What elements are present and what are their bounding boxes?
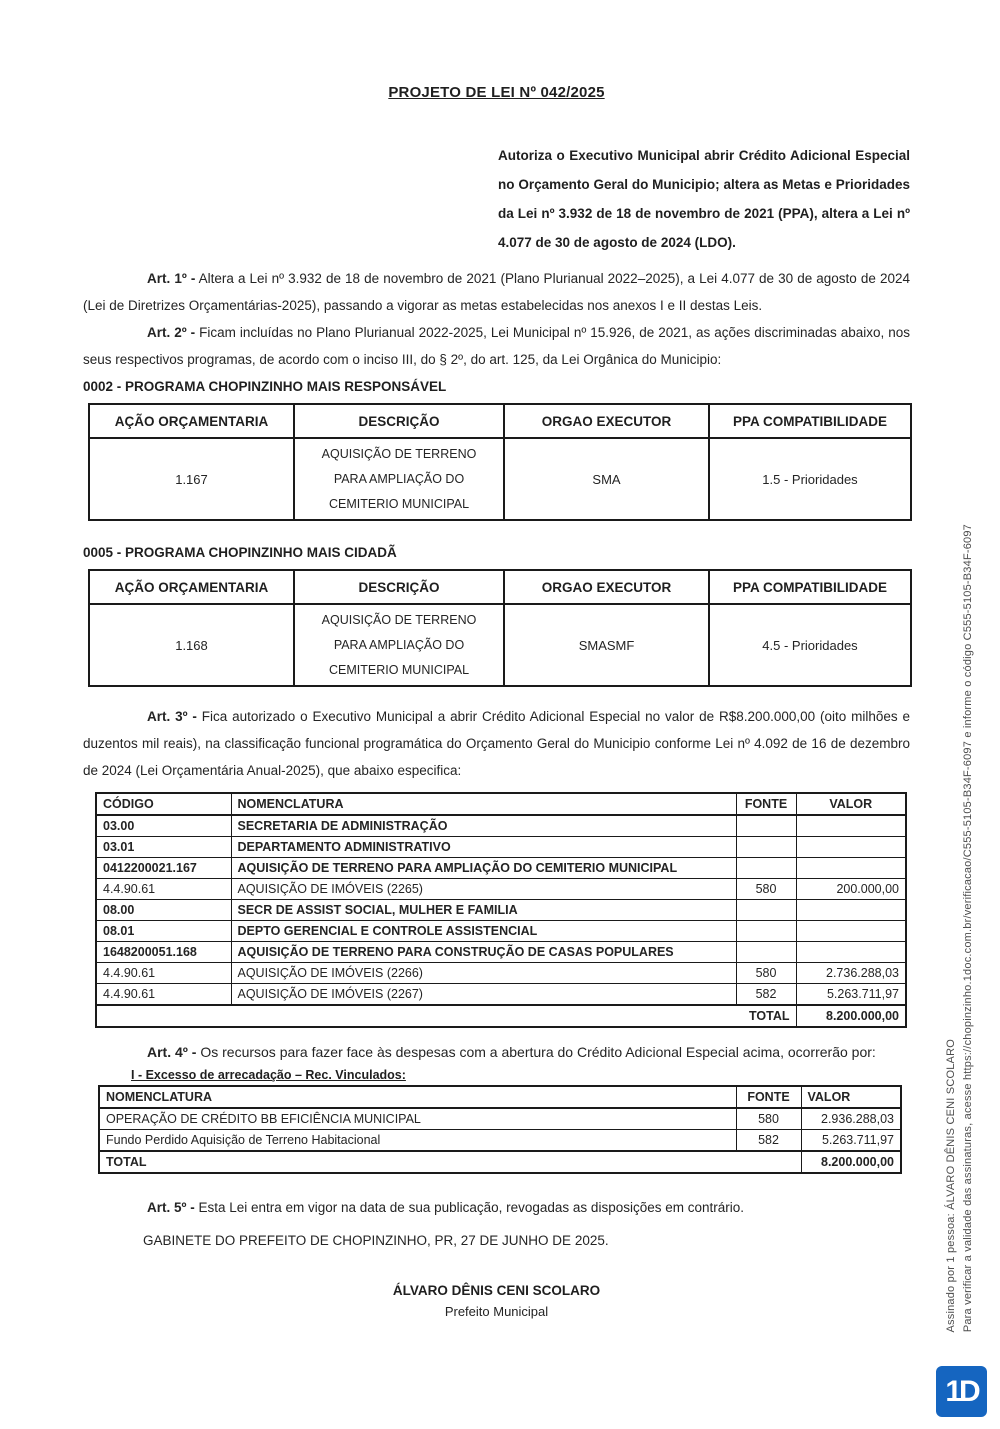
table-cell: 200.000,00 [796, 879, 906, 900]
article-3 [83, 703, 910, 784]
table-cell [796, 815, 906, 837]
table-row [96, 963, 906, 984]
document-page [83, 0, 910, 1322]
table-cell: AÇÃO ORÇAMENTARIA [89, 404, 294, 438]
table-cell: 8.200.000,00 [796, 1005, 906, 1027]
table-cell [736, 858, 796, 879]
document-title: PROJETO DE LEI Nº 042/2025 [388, 84, 605, 101]
table-cell: PPA COMPATIBILIDADE [709, 570, 911, 604]
table-cell: 582 [736, 984, 796, 1006]
table-cell: 2.736.288,03 [796, 963, 906, 984]
table-row [96, 1005, 906, 1027]
table-row [89, 604, 911, 686]
table-cell [736, 900, 796, 921]
table-cell: DESCRIÇÃO [294, 404, 504, 438]
article-5-label: Art. 5º - [147, 1200, 195, 1215]
table-cell: 5.263.711,97 [796, 984, 906, 1006]
table-cell [796, 858, 906, 879]
table-cell: 08.01 [96, 921, 231, 942]
table-cell: 580 [736, 963, 796, 984]
article-2-text: Ficam incluídas no Plano Plurianual 2022-2025, Lei Municipal nº 15.926, de 2021, as ações discriminadas abaixo, nos seus respectivos programas, de acordo com o inciso III, do § 2º, do art. 125, da Lei Orgânica do Municipio: [83, 325, 911, 367]
table-cell: SMASMF [504, 604, 709, 686]
table-cell: 03.00 [96, 815, 231, 837]
table-cell: AÇÃO ORÇAMENTARIA [89, 570, 294, 604]
table-cell: VALOR [796, 793, 906, 815]
table-cell: 1.5 - Prioridades [709, 438, 911, 520]
table-cell: TOTAL [96, 1005, 796, 1027]
table-row [96, 942, 906, 963]
table-cell: 1648200051.168 [96, 942, 231, 963]
table-row [96, 837, 906, 858]
table-cell: PPA COMPATIBILIDADE [709, 404, 911, 438]
signature-name: ÁLVARO DÊNIS CENI SCOLARO [392, 1283, 601, 1298]
table-row [96, 900, 906, 921]
table-cell: OPERAÇÃO DE CRÉDITO BB EFICIÊNCIA MUNICIPAL [99, 1108, 736, 1130]
ppa-table-program-0005 [88, 569, 912, 687]
table-row [96, 793, 906, 815]
table-cell: AQUISIÇÃO DE TERRENO PARA AMPLIAÇÃO DO CEMITERIO MUNICIPAL [294, 438, 504, 520]
table-cell [796, 942, 906, 963]
ppa-table-program-0002 [88, 403, 912, 521]
table-cell: NOMENCLATURA [231, 793, 736, 815]
table-row [99, 1108, 901, 1130]
table-cell: DEPARTAMENTO ADMINISTRATIVO [231, 837, 736, 858]
table-cell: AQUISIÇÃO DE IMÓVEIS (2265) [231, 879, 736, 900]
table-cell [796, 921, 906, 942]
table-cell: 4.5 - Prioridades [709, 604, 911, 686]
table-cell: 5.263.711,97 [801, 1130, 901, 1152]
table-row [89, 570, 911, 604]
table-row [96, 984, 906, 1006]
table-cell: AQUISIÇÃO DE IMÓVEIS (2266) [231, 963, 736, 984]
table-cell: 8.200.000,00 [801, 1151, 901, 1173]
table-cell [736, 837, 796, 858]
table-cell [796, 900, 906, 921]
table-row [96, 921, 906, 942]
table-cell: AQUISIÇÃO DE IMÓVEIS (2267) [231, 984, 736, 1006]
article-4-text: Os recursos para fazer face às despesas com a abertura do Crédito Adicional Especial acima, ocorrerão por: [196, 1044, 876, 1060]
gabinete-line: GABINETE DO PREFEITO DE CHOPINZINHO, PR, 27 DE JUNHO DE 2025. [143, 1233, 609, 1248]
article-5-text: Esta Lei entra em vigor na data de sua publicação, revogadas as disposições em contrário. [194, 1200, 745, 1215]
table-cell: FONTE [736, 793, 796, 815]
table-cell: AQUISIÇÃO DE TERRENO PARA AMPLIAÇÃO DO CEMITERIO MUNICIPAL [294, 604, 504, 686]
table-row [99, 1086, 901, 1108]
table-cell: 03.01 [96, 837, 231, 858]
table-cell [736, 921, 796, 942]
table-cell: ORGAO EXECUTOR [504, 404, 709, 438]
table-cell: 582 [736, 1130, 801, 1152]
table-cell: AQUISIÇÃO DE TERRENO PARA CONSTRUÇÃO DE CASAS POPULARES [231, 942, 736, 963]
table-cell [736, 942, 796, 963]
table-cell: TOTAL [99, 1151, 801, 1173]
table-cell: 2.936.288,03 [801, 1108, 901, 1130]
table-cell: SECRETARIA DE ADMINISTRAÇÃO [231, 815, 736, 837]
article-2-label: Art. 2º - [147, 325, 196, 340]
table-row [99, 1151, 901, 1173]
article-3-text: Fica autorizado o Executivo Municipal a abrir Crédito Adicional Especial no valor de R$8.200.000,00 (oito milhões e duzentos mil reais), na classificação funcional programática do Orçamento Geral do Municipio conforme Lei nº 4.092 de 16 de dezembro de 2024 (Lei Orçamentária Anual-2025), que abaixo especifica: [83, 709, 911, 778]
table-row [99, 1130, 901, 1152]
table-cell: FONTE [736, 1086, 801, 1108]
table-cell: 580 [736, 879, 796, 900]
epigraph: Autoriza o Executivo Municipal abrir Crédito Adicional Especial no Orçamento Geral do Municipio; altera as Metas e Prioridades da Lei nº 3.932 de 18 de novembro de 2021 (PPA), altera a Lei nº 4.077 de 30 de agosto de 2024 (LDO). [498, 148, 910, 250]
article-4-label: Art. 4º - [147, 1044, 197, 1060]
table-cell: CÓDIGO [96, 793, 231, 815]
table-row [96, 815, 906, 837]
article-1 [83, 265, 910, 319]
table-cell: DESCRIÇÃO [294, 570, 504, 604]
article-3-label: Art. 3º - [147, 709, 197, 724]
table-cell: 580 [736, 1108, 801, 1130]
table-cell: SECR DE ASSIST SOCIAL, MULHER E FAMILIA [231, 900, 736, 921]
table-cell: 08.00 [96, 900, 231, 921]
table-cell: Fundo Perdido Aquisição de Terreno Habitacional [99, 1130, 736, 1152]
table-row [89, 404, 911, 438]
table-cell: SMA [504, 438, 709, 520]
digital-signature-strip [945, 524, 974, 1332]
table-cell [736, 815, 796, 837]
table-cell: 4.4.90.61 [96, 963, 231, 984]
signature-block [83, 1280, 910, 1322]
table-cell: 0412200021.167 [96, 858, 231, 879]
table-cell: NOMENCLATURA [99, 1086, 736, 1108]
table-cell: VALOR [801, 1086, 901, 1108]
table-cell: AQUISIÇÃO DE TERRENO PARA AMPLIAÇÃO DO CEMITERIO MUNICIPAL [231, 858, 736, 879]
table-cell: 1.167 [89, 438, 294, 520]
table-cell: ORGAO EXECUTOR [504, 570, 709, 604]
table-cell [796, 837, 906, 858]
table-row [89, 438, 911, 520]
article-2 [83, 319, 910, 373]
1doc-logo: 1D [936, 1366, 987, 1417]
table-row [96, 858, 906, 879]
signed-by-vertical-text: Assinado por 1 pessoa: ÁLVARO DÊNIS CENI SCOLARO [945, 1038, 957, 1332]
article-1-text: Altera a Lei nº 3.932 de 18 de novembro de 2021 (Plano Plurianual 2022–2025), a Lei 4.077 de 30 de agosto de 2024 (Lei de Diretrizes Orçamentárias-2025), passando a vigorar as metas estabelecidas nos anexos I e II destas Leis. [83, 271, 910, 313]
article-5 [83, 1194, 910, 1221]
resources-table [98, 1085, 902, 1174]
verification-vertical-text: Para verificar a validade das assinaturas, acesse https://chopinzinho.1doc.com.br/verificacao/C555-5105-B34F-6097 e informe o código C555-5105-B34F-6097 [962, 523, 974, 1332]
table-cell: 4.4.90.61 [96, 879, 231, 900]
table-cell: 4.4.90.61 [96, 984, 231, 1006]
article-4-item-1: I - Excesso de arrecadação – Rec. Vinculados: [131, 1068, 406, 1082]
signature-role: Prefeito Municipal [444, 1304, 549, 1319]
table-row [96, 879, 906, 900]
program-0005-heading: 0005 - PROGRAMA CHOPINZINHO MAIS CIDADÃ [83, 545, 397, 560]
table-cell: DEPTO GERENCIAL E CONTROLE ASSISTENCIAL [231, 921, 736, 942]
article-4 [83, 1040, 910, 1065]
article-1-label: Art. 1º - [147, 271, 196, 286]
program-0002-heading: 0002 - PROGRAMA CHOPINZINHO MAIS RESPONSÁVEL [83, 379, 447, 394]
table-cell: 1.168 [89, 604, 294, 686]
budget-table [95, 792, 907, 1028]
